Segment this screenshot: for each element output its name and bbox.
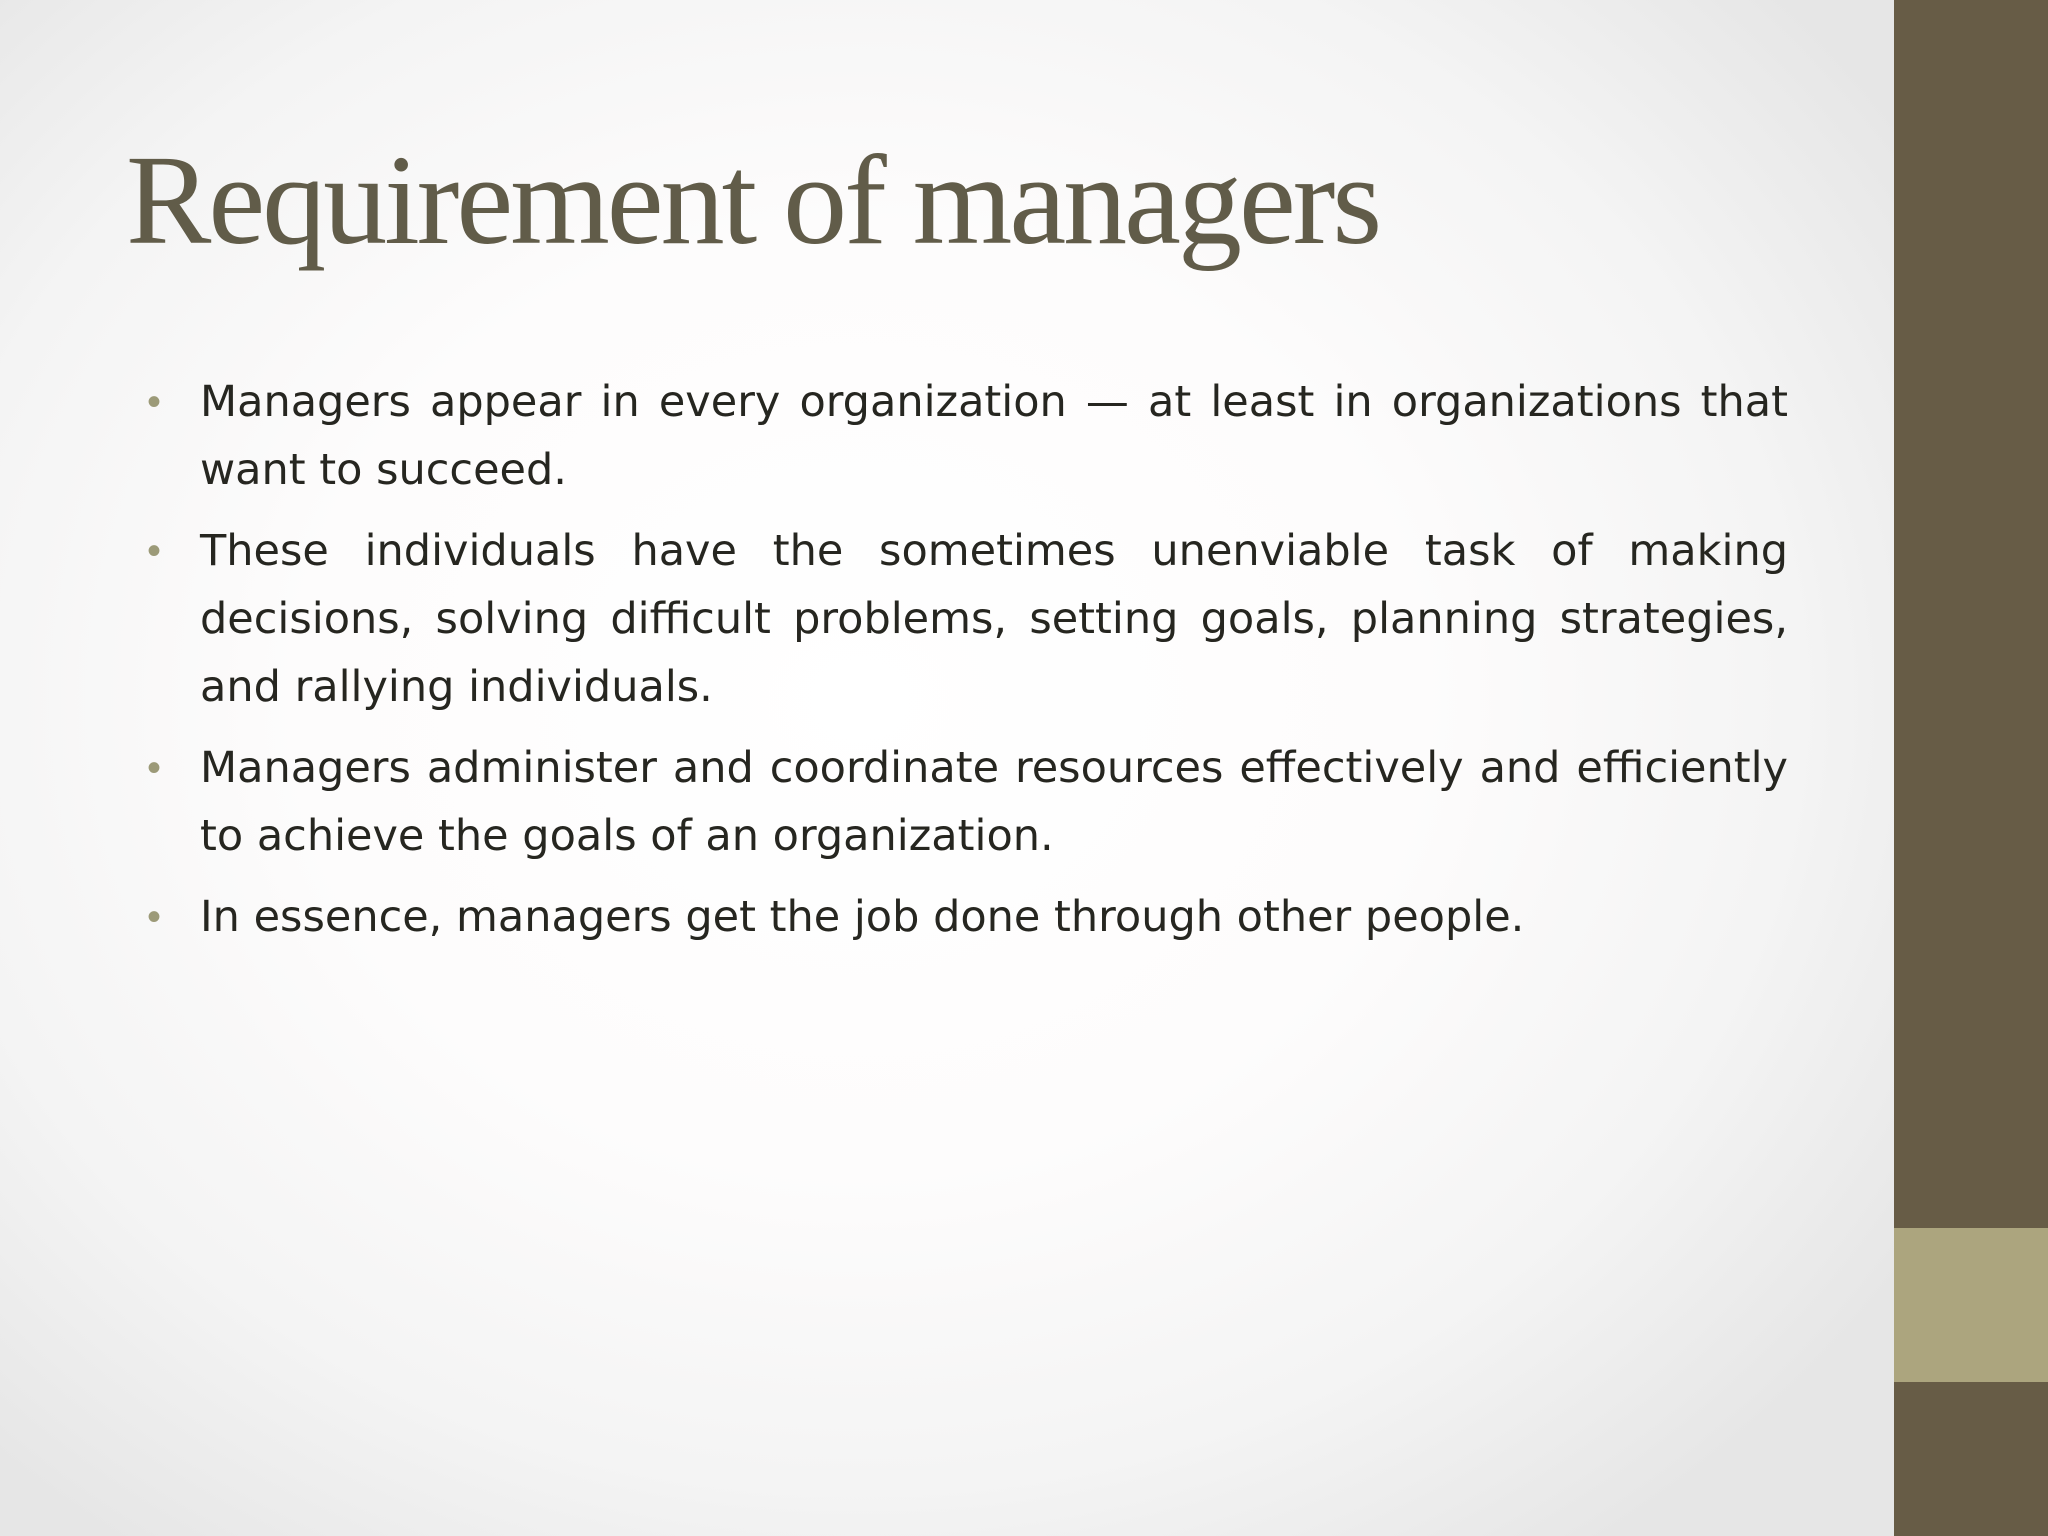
- bullet-item: [0, 883, 1788, 951]
- side-bar: [1894, 0, 2048, 1536]
- bullet-item: [0, 734, 1788, 870]
- bullet-item: [0, 368, 1788, 504]
- bullet-list: [0, 368, 1788, 964]
- side-bar-upper-block: [1894, 0, 2048, 1228]
- bullet-marker-icon: •: [147, 380, 162, 424]
- slide-title: Requirement of managers: [126, 129, 1380, 271]
- side-bar-lower-block: [1894, 1382, 2048, 1536]
- bullet-marker-icon: •: [147, 746, 162, 790]
- bullet-text: Managers appear in every organization — at least in organizations that want to succeed.: [200, 377, 1788, 495]
- bullet-text: These individuals have the sometimes unenviable task of making decisions, solving difficult problems, setting goals, planning strategies, and rallying individuals.: [200, 526, 1788, 712]
- bullet-marker-icon: •: [147, 529, 162, 573]
- bullet-text: In essence, managers get the job done through other people.: [200, 892, 1525, 942]
- bullet-item: [0, 517, 1788, 721]
- bullet-marker-icon: •: [147, 895, 162, 939]
- side-bar-accent-block: [1894, 1228, 2048, 1382]
- bullet-text: Managers administer and coordinate resources effectively and efficiently to achieve the goals of an organization.: [200, 743, 1788, 861]
